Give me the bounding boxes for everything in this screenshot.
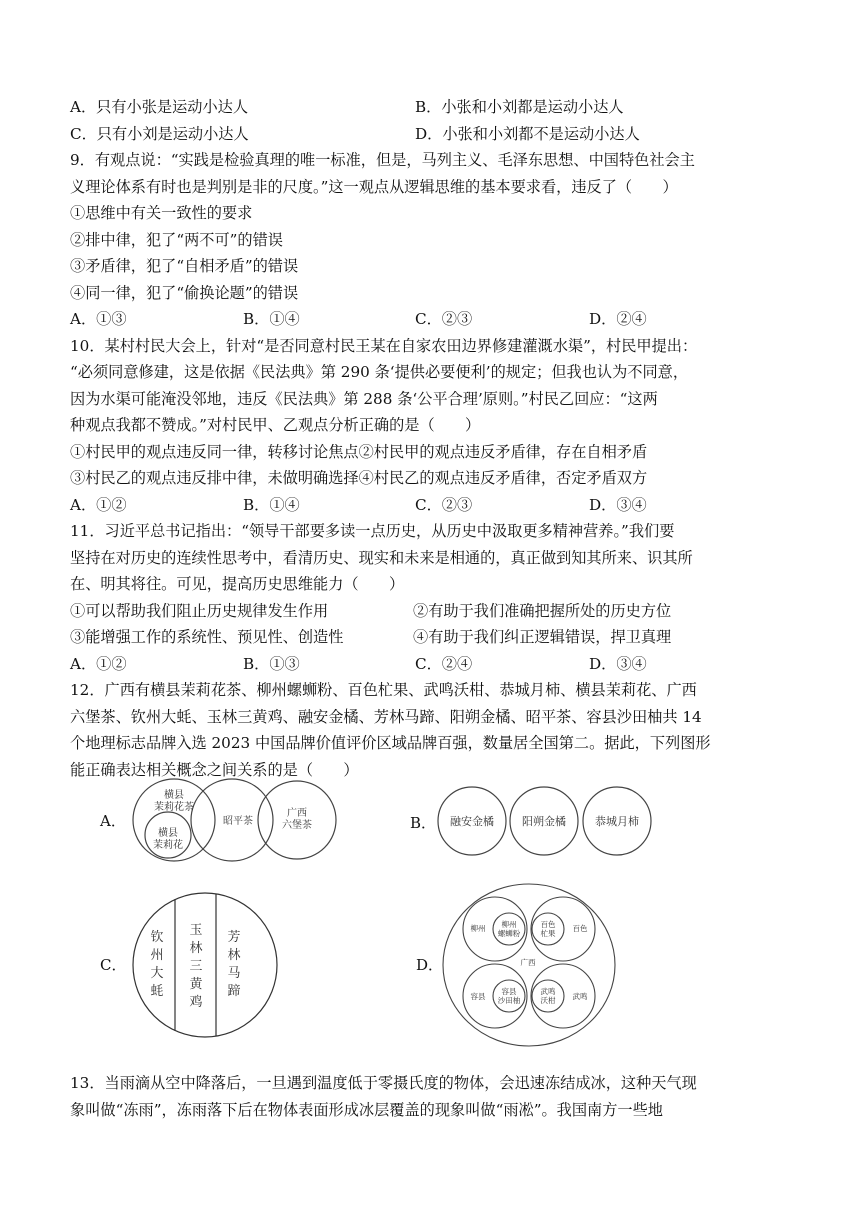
diagram-a-letter: A． xyxy=(100,812,126,830)
q10-item: ②村民甲的观点违反矛盾律，存在自相矛盾 xyxy=(358,442,648,461)
diagram-b-letter: B． xyxy=(410,814,437,832)
diagram-c-char: 马 xyxy=(227,966,241,981)
q11-option-b: B．①③ xyxy=(243,654,300,673)
q9-option-b: B．①④ xyxy=(243,310,300,328)
option-b: B．小张和小刘都是运动小达人 xyxy=(415,98,624,116)
diagram-d-label: 容县 xyxy=(501,987,517,996)
q10-option-c: C．②③ xyxy=(415,495,473,514)
diagram-a-mid-label: 昭平茶 xyxy=(223,816,253,827)
q9-stem: 9．有观点说：“实践是检验真理的唯一标准，但是，马列主义、毛泽东思想、中国特色社会主 xyxy=(70,151,695,169)
diagram-d-label: 百色 xyxy=(572,924,588,933)
q9-option-d: D．②④ xyxy=(589,310,647,328)
diagram-b xyxy=(430,784,662,858)
diagram-d-label: 武鸣 xyxy=(572,992,588,1001)
q11-item: ②有助于我们准确把握所处的历史方位 xyxy=(413,601,672,620)
diagram-b-label-1: 融安金橘 xyxy=(450,815,494,828)
q9-stem: 义理论体系有时也是判别是非的尺度。”这一观点从逻辑思维的基本要求看，违反了（ ） xyxy=(70,177,678,196)
diagram-a-small-label: 横县 xyxy=(158,828,178,839)
q11-option-c: C．②④ xyxy=(415,654,473,673)
diagram-c-char: 钦 xyxy=(150,930,164,945)
diagram-d-label: 百色 xyxy=(540,920,556,929)
q11-item: ④有助于我们纠正逻辑错误，捍卫真理 xyxy=(413,628,672,646)
diagram-d-label: 柳州 xyxy=(470,924,486,933)
diagram-c-circle xyxy=(133,893,277,1037)
diagram-d-label: 沃柑 xyxy=(540,996,556,1005)
diagram-a-big-label: 横县 xyxy=(164,790,184,801)
q13-stem: 13．当雨滴从空中降落后，一旦遇到温度低于零摄氏度的物体，会迅速冻结成冰，这种天气现 xyxy=(70,1074,697,1092)
diagram-d-letter: D． xyxy=(416,956,444,974)
q11-item: ③能增强工作的系统性、预见性、创造性 xyxy=(70,628,344,646)
q10-items-row-2 xyxy=(70,465,800,492)
option-d: D．小张和小刘都不是运动小达人 xyxy=(415,124,640,143)
diagram-d-center-label: 广西 xyxy=(520,958,536,967)
diagram-c-char: 蹄 xyxy=(227,984,241,999)
diagram-d-label: 容县 xyxy=(470,992,486,1001)
q11-item: ①可以帮助我们阻止历史规律发生作用 xyxy=(70,601,329,620)
q10-item: ①村民甲的观点违反同一律，转移讨论焦点 xyxy=(70,442,359,461)
diagram-c-char: 林 xyxy=(227,948,241,963)
diagram-d-label: 武鸣 xyxy=(540,987,556,996)
q11-items-row-2 xyxy=(70,624,800,651)
q11-stem: 11．习近平总书记指出：“领导干部要多读一点历史，从历史中汲取更多精神营养。”我们要 xyxy=(70,522,675,540)
q12-stem: 六堡茶、钦州大蚝、玉林三黄鸡、融安金橘、芳林马蹄、阳朔金橘、昭平茶、容县沙田柚共 14 xyxy=(70,707,702,726)
q10-item: ③村民乙的观点违反排中律，未做明确选择 xyxy=(70,469,359,487)
q12-stem: 12．广西有横县茉莉花茶、柳州螺蛳粉、百色杧果、武鸣沃柑、恭城月柿、横县茉莉花、广西 xyxy=(70,681,697,699)
diagram-b-label-3: 恭城月柿 xyxy=(595,815,639,828)
diagram-c-char: 蚝 xyxy=(150,984,164,999)
q11-stem: 坚持在对历史的连续性思考中，看清历史、现实和未来是相通的，真正做到知其所来、识其所 xyxy=(70,548,693,567)
q9-item: ④同一律，犯了“偷换论题”的错误 xyxy=(70,283,299,302)
diagram-c-letter: C． xyxy=(100,956,127,974)
q9-item: ②排中律，犯了“两不可”的错误 xyxy=(70,230,283,249)
q11-option-a: A．①② xyxy=(70,654,127,673)
q11-options xyxy=(70,651,800,678)
diagram-c-char: 三 xyxy=(189,959,203,974)
q11-items-row-1 xyxy=(70,598,800,625)
q10-option-a: A．①② xyxy=(70,495,127,514)
q10-items-row-1 xyxy=(70,439,800,466)
q13-block xyxy=(70,1070,800,1123)
q10-stem: 种观点我都不赞成。”对村民甲、乙观点分析正确的是（ ） xyxy=(70,416,481,434)
q10-option-d: D．③④ xyxy=(589,495,647,514)
prev-options-row-2 xyxy=(70,121,800,148)
q10-options xyxy=(70,492,800,519)
q10-option-b: B．①④ xyxy=(243,495,300,514)
q12-stem: 个地理标志品牌入选 2023 中国品牌价值评价区域品牌百强，数量居全国第二。据此，下列图形 xyxy=(70,734,711,752)
diagram-c-char: 林 xyxy=(189,941,203,956)
q12-stem: 能正确表达相关概念之间关系的是（ ） xyxy=(70,760,359,779)
diagram-c-char: 鸡 xyxy=(189,995,203,1010)
q13-stem: 象叫做“冻雨”，冻雨落下后在物体表面形成冰层覆盖的现象叫做“雨凇”。我国南方一些地 xyxy=(70,1100,663,1119)
diagram-d-label: 柳州 xyxy=(501,920,517,929)
diagram-a xyxy=(120,776,340,864)
diagram-d-label: 杧果 xyxy=(540,929,556,938)
q9-item: ①思维中有关一致性的要求 xyxy=(70,204,253,222)
diagram-a-small-label: 茉莉花 xyxy=(153,840,183,851)
diagram-c-char: 黄 xyxy=(189,977,203,992)
q10-stem: 因为水渠可能淹没邻地，违反《民法典》第 288 条‘公平合理’原则。”村民乙回应：“这两 xyxy=(70,389,658,408)
diagram-d-label: 沙田柚 xyxy=(497,996,521,1005)
q10-stem: 10．某村村民大会上，针对“是否同意村民王某在自家农田边界修建灌溉水渠”，村民甲提出： xyxy=(70,336,698,355)
option-a: A．只有小张是运动小达人 xyxy=(70,98,249,116)
diagram-c xyxy=(130,890,280,1040)
diagram-b-label-2: 阳朔金橘 xyxy=(522,815,566,828)
q9-item: ③矛盾律，犯了“自相矛盾”的错误 xyxy=(70,257,299,275)
diagram-a-big-label: 茉莉花茶 xyxy=(154,802,194,813)
prev-options-row-1 xyxy=(70,94,800,121)
diagram-a-right-label: 六堡茶 xyxy=(282,820,312,831)
option-c: C．只有小刘是运动小达人 xyxy=(70,124,249,143)
q9-option-a: A．①③ xyxy=(70,310,127,328)
q9-options xyxy=(70,306,800,333)
q11-option-d: D．③④ xyxy=(589,654,647,673)
diagram-a-right-label: 广西 xyxy=(287,808,307,819)
q11-stem: 在、明其将往。可见，提高历史思维能力（ ） xyxy=(70,575,405,593)
diagram-c-char: 大 xyxy=(150,966,164,981)
diagram-d-label: 螺蛳粉 xyxy=(497,929,521,938)
diagram-c-char: 芳 xyxy=(227,930,241,945)
diagram-d xyxy=(440,880,620,1050)
q10-stem: “必须同意修建，这是依据《民法典》第 290 条‘提供必要便利’的规定；但我也认为不同意， xyxy=(70,363,689,381)
exam-page xyxy=(70,94,800,783)
diagram-c-char: 州 xyxy=(150,948,164,963)
diagram-c-char: 玉 xyxy=(189,923,203,938)
q10-item: ④村民乙的观点违反矛盾律，否定矛盾双方 xyxy=(358,469,648,487)
q9-option-c: C．②③ xyxy=(415,310,473,328)
